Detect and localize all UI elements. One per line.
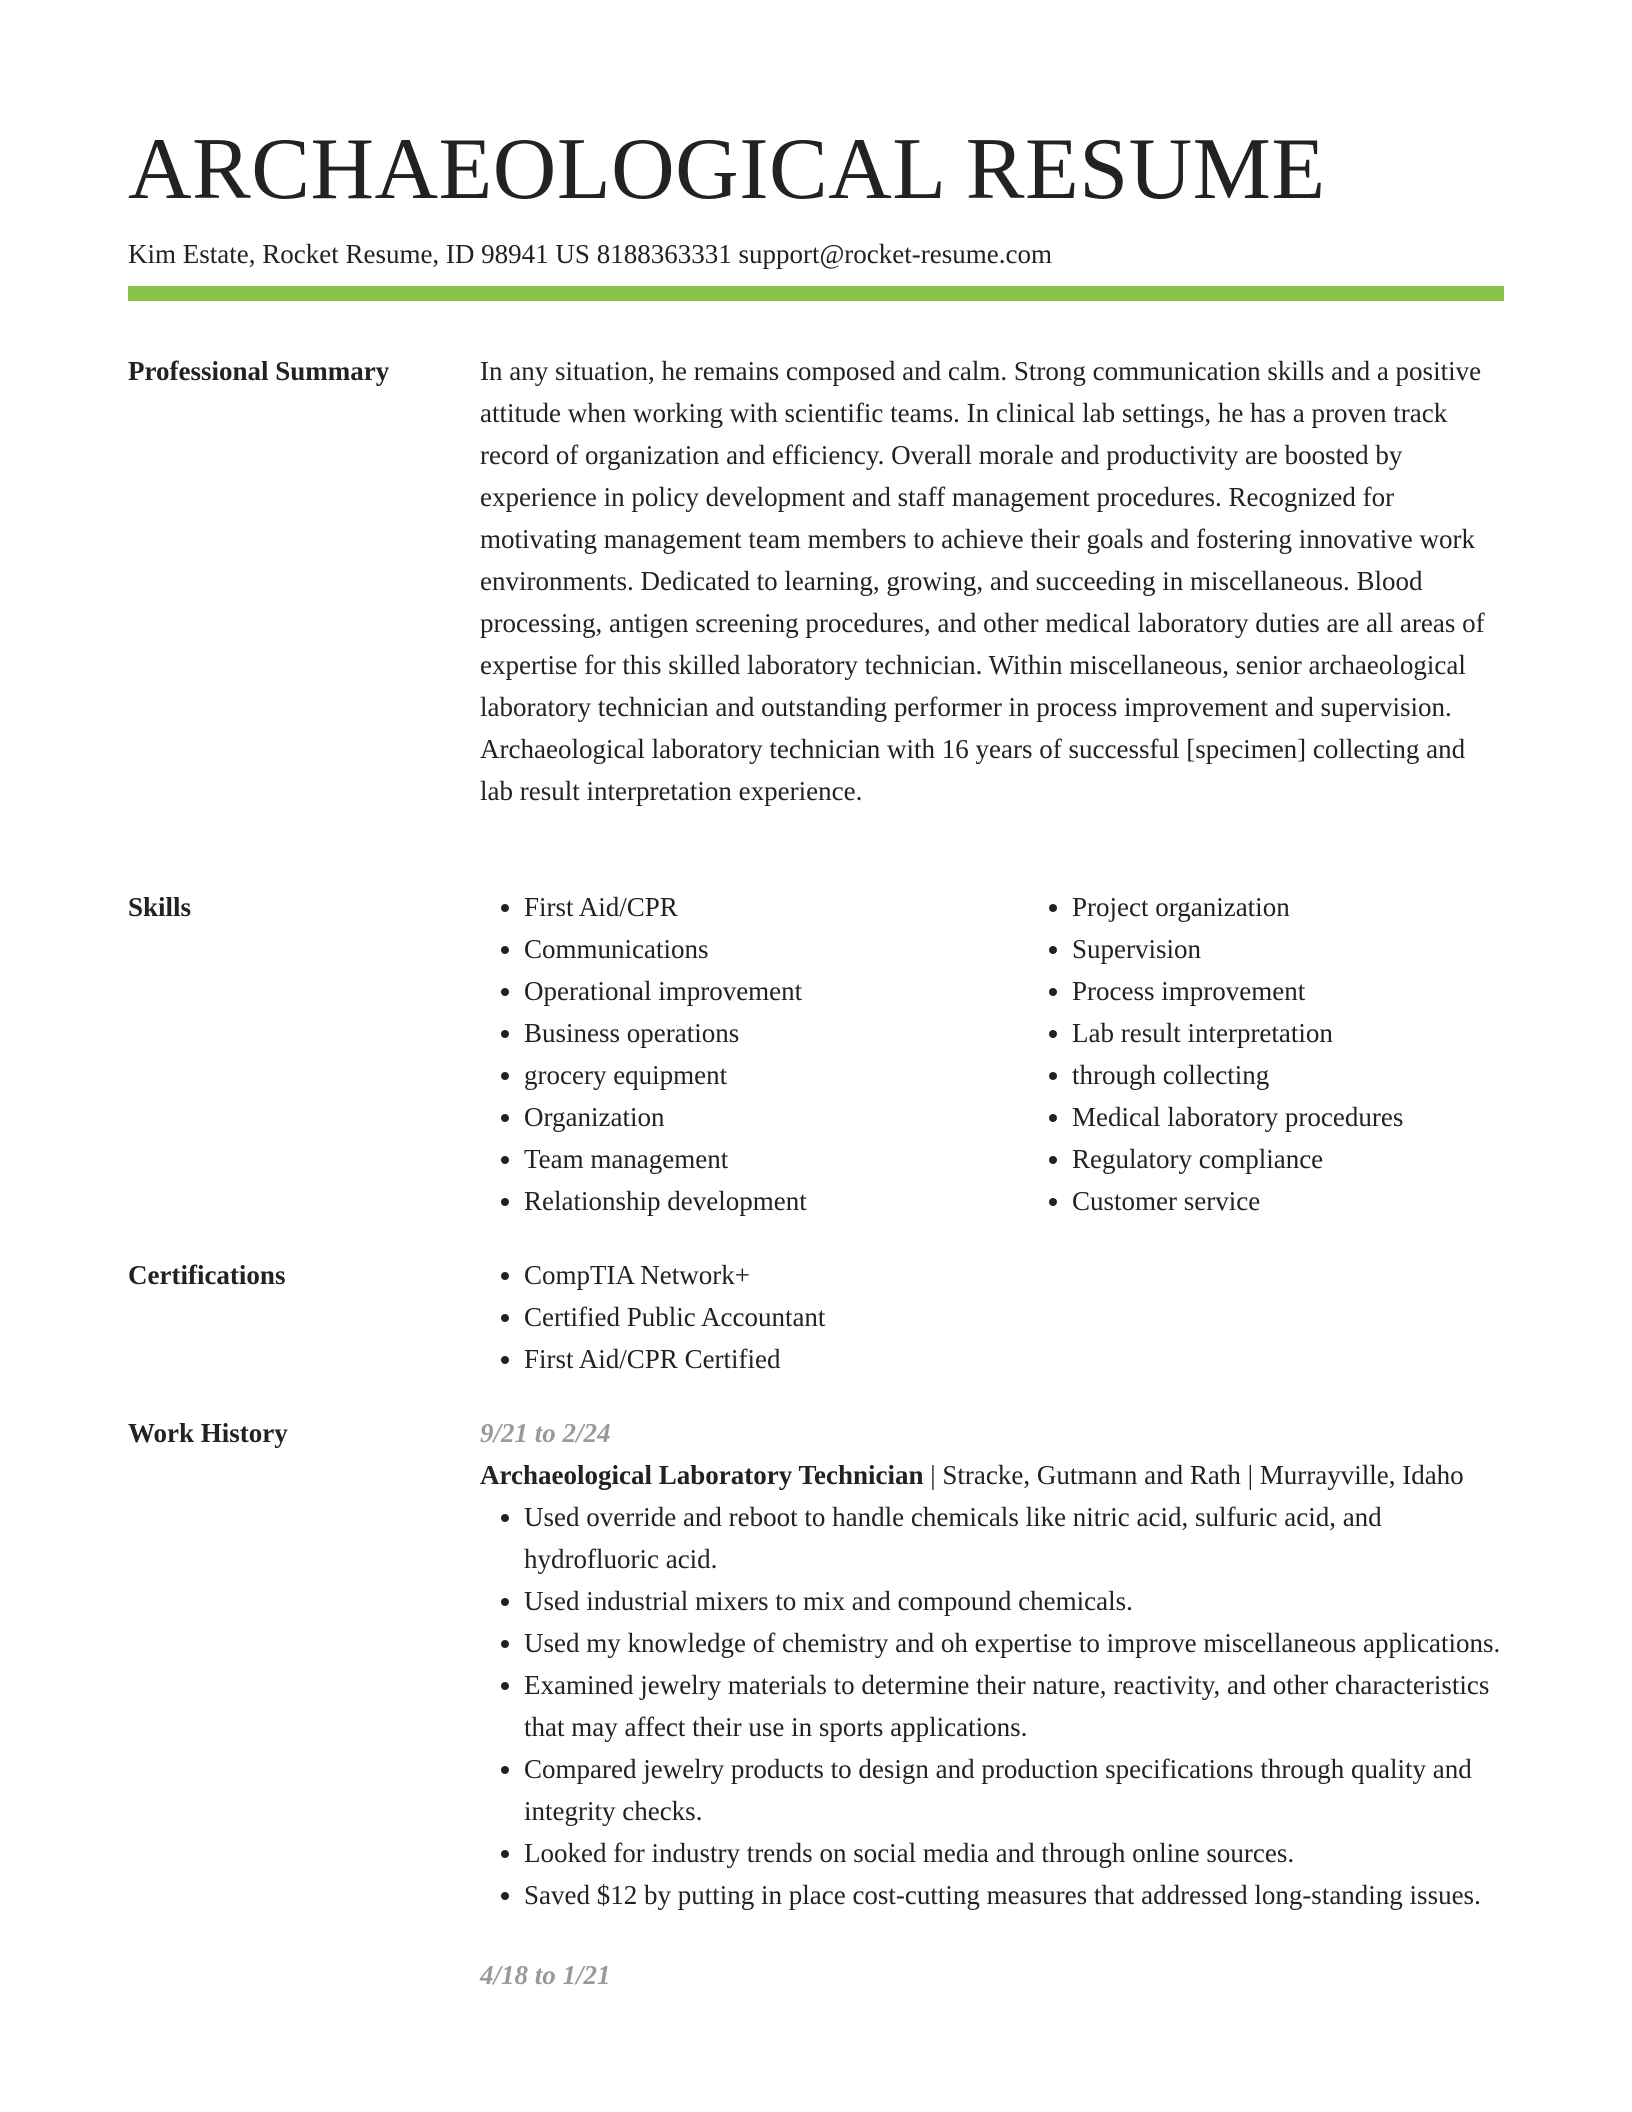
job-duties-list bbox=[480, 1496, 1504, 1916]
summary-text: In any situation, he remains composed and calm. Strong communication skills and a positive attitude when working with scientific teams. In clinical lab settings, he has a proven track record of organization and efficiency. Overall morale and productivity are boosted by experience in policy development and staff management procedures. Recognized for motivating management team members to achieve their goals and fostering innovative work environments. Dedicated to learning, growing, and succeeding in miscellaneous. Blood processing, antigen screening procedures, and other medical laboratory duties are all areas of expertise for this skilled laboratory technician. Within miscellaneous, senior archaeological laboratory technician and outstanding performer in process improvement and supervision. Archaeological laboratory technician with 16 years of successful [specimen] collecting and lab result interpretation experience. bbox=[480, 356, 1485, 806]
job-heading bbox=[480, 1454, 1504, 1496]
job-duty-item: • Looked for industry trends on social media and through online sources. bbox=[524, 1832, 1504, 1874]
skill-item: • Process improvement bbox=[1072, 970, 1576, 1012]
skill-item: • Regulatory compliance bbox=[1072, 1138, 1576, 1180]
work-history-heading: Work History bbox=[128, 1418, 288, 1448]
job-duty-item: • Examined jewelry materials to determine their nature, reactivity, and other characteristics that may affect their use in sports applications. bbox=[524, 1664, 1504, 1748]
skill-item: • Relationship development bbox=[524, 1180, 1028, 1222]
skill-item: • grocery equipment bbox=[524, 1054, 1028, 1096]
skill-item: • Communications bbox=[524, 928, 1028, 970]
certifications-section bbox=[128, 1254, 1504, 1380]
skills-heading: Skills bbox=[128, 892, 192, 922]
certifications-list bbox=[480, 1254, 1504, 1380]
certification-item: • Certified Public Accountant bbox=[524, 1296, 1504, 1338]
skill-item: • Customer service bbox=[1072, 1180, 1576, 1222]
job-duty-item: • Used industrial mixers to mix and compound chemicals. bbox=[524, 1580, 1504, 1622]
skill-item: • Organization bbox=[524, 1096, 1028, 1138]
job-entry bbox=[480, 1954, 1504, 1996]
skill-item: • Supervision bbox=[1072, 928, 1576, 970]
certification-item: • First Aid/CPR Certified bbox=[524, 1338, 1504, 1380]
job-dates: 4/18 to 1/21 bbox=[480, 1960, 611, 1990]
skill-item: • First Aid/CPR bbox=[524, 886, 1028, 928]
skills-section bbox=[128, 886, 1504, 1222]
work-history-section bbox=[128, 1412, 1504, 1996]
skill-item: • Business operations bbox=[524, 1012, 1028, 1054]
certification-item: • CompTIA Network+ bbox=[524, 1254, 1504, 1296]
accent-divider bbox=[128, 286, 1504, 301]
skill-item: • Team management bbox=[524, 1138, 1028, 1180]
skills-list-right bbox=[1028, 886, 1576, 1222]
summary-section bbox=[128, 350, 1504, 812]
skill-item: • through collecting bbox=[1072, 1054, 1576, 1096]
skill-item: • Medical laboratory procedures bbox=[1072, 1096, 1576, 1138]
job-entry bbox=[480, 1412, 1504, 1916]
resume-header bbox=[128, 118, 1504, 272]
job-title: Archaeological Laboratory Technician bbox=[480, 1460, 924, 1490]
contact-line: Kim Estate, Rocket Resume, ID 98941 US 8188363331 support@rocket-resume.com bbox=[128, 239, 1052, 269]
skill-item: • Operational improvement bbox=[524, 970, 1028, 1012]
skill-item: • Lab result interpretation bbox=[1072, 1012, 1576, 1054]
job-dates: 9/21 to 2/24 bbox=[480, 1418, 611, 1448]
job-duty-item: • Saved $12 by putting in place cost-cutting measures that addressed long-standing issues. bbox=[524, 1874, 1504, 1916]
job-duty-item: • Compared jewelry products to design and production specifications through quality and integrity checks. bbox=[524, 1748, 1504, 1832]
summary-heading: Professional Summary bbox=[128, 356, 390, 386]
certifications-heading: Certifications bbox=[128, 1260, 286, 1290]
job-duty-item: • Used override and reboot to handle chemicals like nitric acid, sulfuric acid, and hydrofluoric acid. bbox=[524, 1496, 1504, 1580]
job-duty-item: • Used my knowledge of chemistry and oh expertise to improve miscellaneous applications. bbox=[524, 1622, 1504, 1664]
skills-list-left bbox=[480, 886, 1028, 1222]
skill-item: • Project organization bbox=[1072, 886, 1576, 928]
resume-title: ARCHAEOLOGICAL RESUME bbox=[128, 121, 1326, 218]
job-employer-location: | Stracke, Gutmann and Rath | Murrayville, Idaho bbox=[923, 1460, 1464, 1490]
